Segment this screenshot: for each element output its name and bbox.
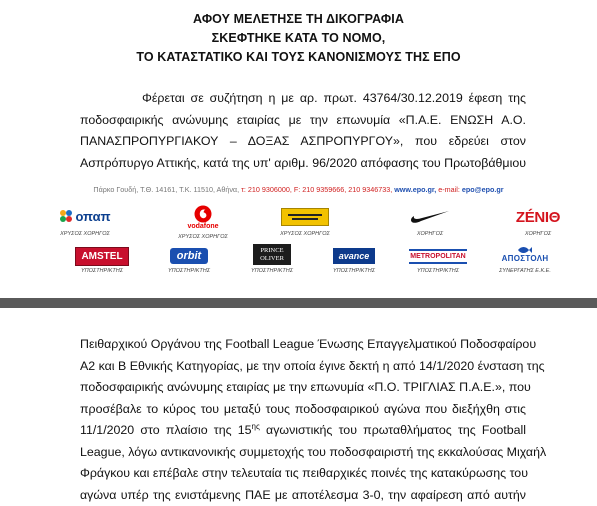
footer-website-link[interactable]: www.epo.gr, bbox=[394, 185, 438, 194]
text-line-with-superscript bbox=[80, 420, 526, 442]
text-segment: 11/1/2020 στο πλαίσιο της 15 bbox=[80, 423, 252, 437]
text-line: προσέβαλε το κύρος του μεταξύ τους ποδοσφαιρικού αγώνα που διεξήχθη στις bbox=[80, 399, 526, 421]
amstel-wordmark: AMSTEL bbox=[75, 247, 128, 266]
sponsor-avance bbox=[322, 246, 386, 274]
vodafone-logo bbox=[187, 202, 218, 232]
vodafone-speechmark-icon bbox=[194, 205, 212, 223]
sponsor-nike bbox=[400, 205, 460, 237]
zenith-wordmark: ΖÉΝΙΘ bbox=[516, 209, 560, 226]
text-line: ΠΑΝΑΣΠΡΟΠΥΡΓΙΑΚΟΥ – ΔΟΞΑΣ ΑΣΠΡΟΠΥΡΓΟΥ», που εδρεύει στον bbox=[80, 131, 526, 153]
heading-line-2: ΣΚΕΦΤΗΚΕ ΚΑΤΑ ΤΟ ΝΟΜΟ, bbox=[0, 31, 597, 45]
text-line: αγώνα υπέρ της ενιστάμενης ΠΑΕ με αποτέλεσμα 3-0, την αφαίρεση από αυτήν bbox=[80, 485, 526, 506]
sponsor-caption: ΥΠΟΣΤΗΡΙΚΤΗΣ bbox=[333, 268, 375, 274]
sponsor-caption: ΧΡΥΣΟΣ ΧΟΡΗΓΟΣ bbox=[60, 231, 110, 237]
text-line: Ασπρόπυργο Αττικής, κατά της υπ' αριθμ. 96/2020 απόφασης του Πρωτοβάθμιου bbox=[80, 153, 526, 175]
sponsor-amstel bbox=[70, 246, 134, 274]
sponsor-apostoli bbox=[490, 242, 560, 274]
sponsor-caption: ΥΠΟΣΤΗΡΙΚΤΗΣ bbox=[417, 268, 459, 274]
avance-logo bbox=[333, 246, 376, 266]
sponsor-vodafone bbox=[168, 202, 238, 240]
opap-logo bbox=[59, 203, 110, 229]
text-line: Α2 και Β Εθνικής Κατηγορίας, με την οποία έγινε δεκτή η από 14/1/2020 ένσταση της bbox=[80, 356, 526, 378]
text-line: League, λόγω αντικανονικής συμμετοχής του ποδοσφαιριστή της εκκαλούσας Μιχαήλ bbox=[80, 442, 526, 464]
text-line: ποδοσφαιρικής ανώνυμης εταιρίας με την επωνυμία «Π.Ο. ΤΡΙΓΛΙΑΣ Π.Α.Ε.», που bbox=[80, 377, 526, 399]
sponsor-zenith bbox=[508, 205, 568, 237]
sponsor-caption: ΥΠΟΣΤΗΡΙΚΤΗΣ bbox=[81, 268, 123, 274]
orbit-logo bbox=[170, 246, 208, 266]
text-line: Φέρεται σε συζήτηση η με αρ. πρωτ. 43764/30.12.2019 έφεση της bbox=[80, 88, 526, 110]
footer-address bbox=[0, 185, 597, 194]
paragraph-decision bbox=[80, 334, 526, 506]
footer-email-label: e-mail: bbox=[438, 185, 462, 194]
document-page-2 bbox=[0, 308, 597, 497]
sponsor-opap bbox=[55, 203, 115, 237]
sponsor-gold-3-logo bbox=[281, 205, 329, 229]
footer-email-link[interactable]: epo@epo.gr bbox=[462, 185, 504, 194]
sponsor-caption: ΧΟΡΗΓΟΣ bbox=[525, 231, 551, 237]
nike-swoosh-icon bbox=[409, 209, 451, 225]
sponsor-caption: ΧΟΡΗΓΟΣ bbox=[417, 231, 443, 237]
footer-address-text: Πάρκο Γουδή, Τ.Θ. 14161, Τ.Κ. 11510, Αθήνα, bbox=[93, 185, 241, 194]
ordinal-superscript: ης bbox=[252, 422, 260, 431]
fish-icon bbox=[517, 246, 533, 254]
vodafone-wordmark: vodafone bbox=[187, 223, 218, 230]
heading-line-3: ΤΟ ΚΑΤΑΣΤΑΤΙΚΟ ΚΑΙ ΤΟΥΣ ΚΑΝΟΝΙΣΜΟΥΣ ΤΗΣ ΕΠΟ bbox=[0, 50, 597, 64]
avance-wordmark: avance bbox=[333, 248, 376, 264]
text-line: Φράγκου και επέβαλε στην τελευταία τις πειθαρχικές ποινές της κατακύρωσης του bbox=[80, 463, 526, 485]
opap-mark-icon bbox=[59, 209, 73, 223]
footer-tel: τ: 210 9306000, bbox=[241, 185, 294, 194]
orbit-wordmark: orbit bbox=[170, 248, 208, 264]
amstel-logo bbox=[75, 246, 128, 266]
sponsor-caption: ΧΡΥΣΟΣ ΧΟΡΗΓΟΣ bbox=[178, 234, 228, 240]
sponsor-orbit bbox=[157, 246, 221, 274]
text-line: ποδοσφαιρικής ανώνυμης εταιρίας με την επωνυμία «Π.Α.Ε. ΕΝΩΣΗ Α.Ο. bbox=[80, 110, 526, 132]
heading-line-1: ΑΦΟΥ ΜΕΛΕΤΗΣΕ ΤΗ ΔΙΚΟΓΡΑΦΙΑ bbox=[0, 12, 597, 26]
sponsor-caption: ΥΠΟΣΤΗΡΙΚΤΗΣ bbox=[251, 268, 293, 274]
page-separator bbox=[0, 298, 597, 308]
prince-oliver-wordmark: PRINCE OLIVER bbox=[253, 244, 291, 265]
apostoli-logo bbox=[502, 242, 549, 266]
zenith-logo bbox=[516, 205, 560, 229]
opap-wordmark: οπαπ bbox=[75, 209, 110, 224]
paragraph-appeal bbox=[80, 88, 526, 174]
apostoli-wordmark: ΑΠΟΣΤΟΛΗ bbox=[502, 254, 549, 263]
nike-logo bbox=[409, 205, 451, 229]
metropolitan-logo bbox=[409, 246, 466, 266]
footer-fax: F: 210 9359666, 210 9346733, bbox=[294, 185, 394, 194]
sponsor-caption: ΧΡΥΣΟΣ ΧΟΡΗΓΟΣ bbox=[280, 231, 330, 237]
sponsor-caption: ΥΠΟΣΤΗΡΙΚΤΗΣ bbox=[168, 268, 210, 274]
metropolitan-wordmark: METROPOLITAN bbox=[409, 249, 466, 264]
text-line: Πειθαρχικού Οργάνου της Football League Ένωσης Επαγγελματικού Ποδοσφαίρου bbox=[80, 334, 526, 356]
sponsor-gold-3 bbox=[272, 205, 338, 237]
text-segment: αγωνιστικής του πρωταθλήματος της Football bbox=[260, 423, 526, 437]
sponsor-gold-3-badge bbox=[281, 208, 329, 226]
prince-oliver-logo bbox=[253, 243, 291, 266]
sponsor-caption: ΣΥΝΕΡΓΑΤΗΣ Ε.Κ.Ε. bbox=[499, 268, 551, 274]
sponsor-prince-oliver bbox=[240, 243, 304, 274]
sponsor-metropolitan bbox=[405, 246, 471, 274]
